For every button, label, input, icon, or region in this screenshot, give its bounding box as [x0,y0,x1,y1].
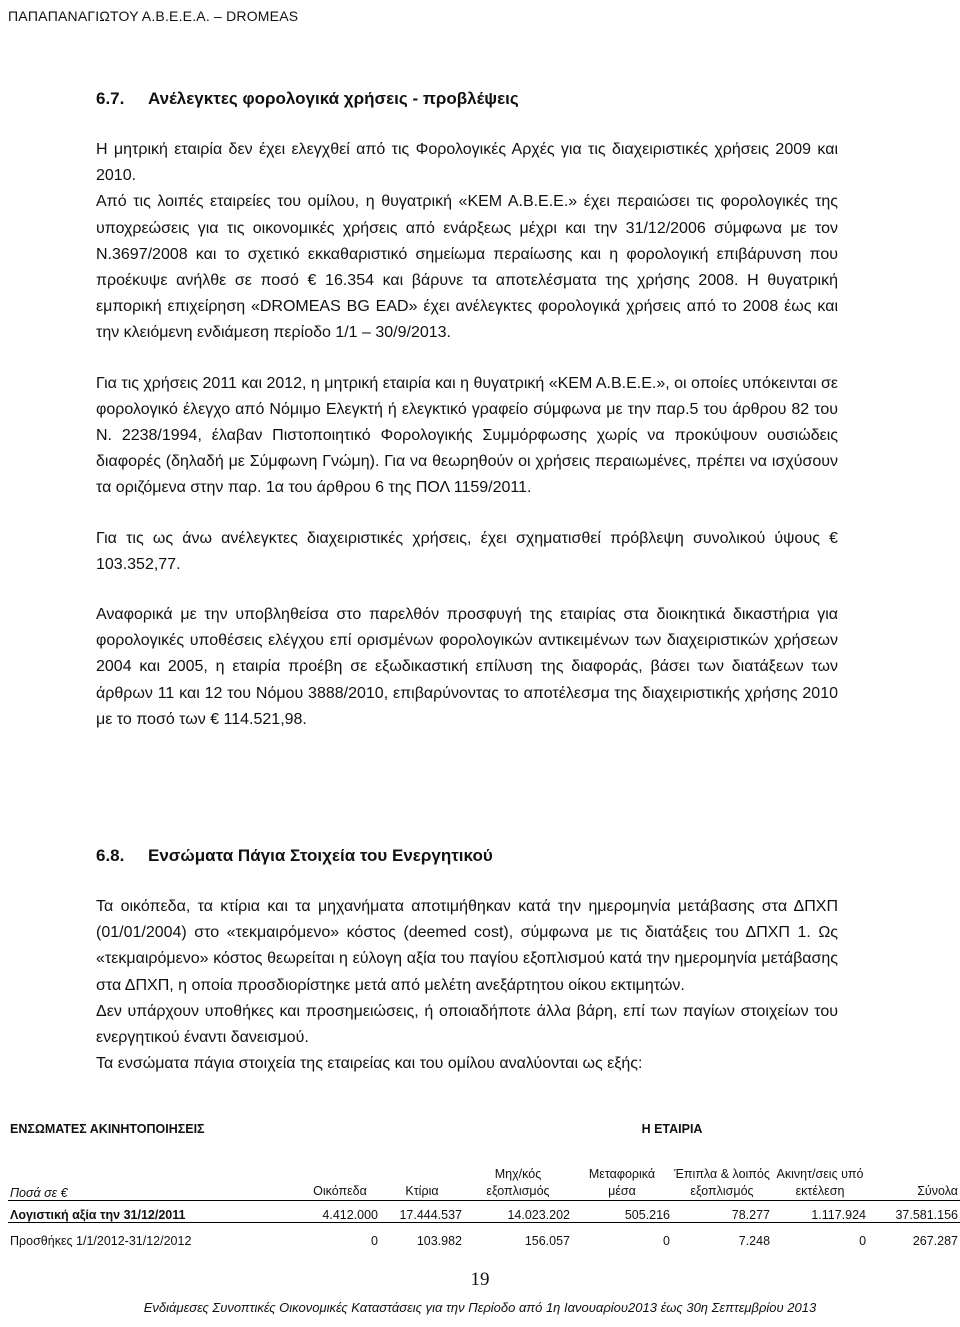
row-label: Λογιστική αξία την 31/12/2011 [8,1200,300,1222]
cell: 156.057 [524,1234,570,1248]
paragraph: Αναφορικά με την υποβληθείσα στο παρελθόν προσφυγή της εταιρίας στα διοικητικά δικαστήρια για φορολογικές υποθέσεις ελέγχου επί ορισμένων φορολογικών αντικειμένων των διαχειριστικών χρήσεων 2004 και 2005, η εταιρία προέβη σε εξωδικαστική επίλυση της διαφοράς, βάσει των διατάξεων των άρθρων 11 και 12 του Νόμου 3888/2010, επιβαρύνοντας το αποτέλεσμα της διαχειριστικής χρήσης 2010 με το ποσό των € 114.521,98. [96,606,838,728]
cell: 103.982 [416,1234,462,1248]
paragraph: Από τις λοιπές εταιρείες του ομίλου, η θυγατρική «ΚΕΜ Α.Β.Ε.Ε.» έχει περαιώσει τις φορολογικές της υποχρεώσεις για τις οικονομικές χρήσεις από ενάρξεως μέχρι και την 31/12/2006 σύμφωνα με τον Ν.3697/2008 και το σχετικό εκκαθαριστικό σημείωμα περαίωσης και η φορολογική επιβάρυνση που προέκυψε ανήλθε σε ποσό € 16.354 και βάρυνε τα αποτελέσματα της χρήσης 2008. Η θυγατρική εμπορική επιχείρηση «DROMEAS BG EAD» έχει ανέλεγκτες φορολογικά χρήσεις από το 2008 έως και την κλειόμενη ενδιάμεση περίοδο 1/1 – 30/9/2013. [96,193,838,342]
column-header: Σύνολα [868,1144,960,1200]
page-number: 19 [470,1269,490,1290]
cell: 4.412.000 [300,1200,380,1222]
cell: 1.117.924 [772,1200,868,1222]
cell: 78.277 [672,1200,772,1222]
page-footer: Ενδιάμεσες Συνοπτικές Οικονομικές Καταστάσεις για την Περίοδο από 1η Ιανουαρίου2013 έως 30η Σεπτεμβρίου 2013 [143,1300,817,1315]
table-row [8,1222,960,1248]
cell: 267.287 [912,1234,959,1248]
paragraph: Η μητρική εταιρία δεν έχει ελεγχθεί από τις Φορολογικές Αρχές για τις διαχειριστικές χρήσεις 2009 και 2010. [96,141,838,185]
section-6-7-body [96,137,838,733]
cell: 0 [859,1234,867,1248]
paragraph: Για τις χρήσεις 2011 και 2012, η μητρική εταιρία και η θυγατρική «ΚΕΜ Α.Β.Ε.Ε.», οι οποίες υπόκεινται σε φορολογικό έλεγχο από Νόμιμο Ελεγκτή ή ελεγκτικό γραφείο σύμφωνα με την παρ.5 του άρθρου 82 του Ν. 2238/1994, έλαβαν Πιστοποιητικό Φορολογικής Συμμόρφωσης χωρίς να προκύψουν ουσιώδεις διαφορές (δηλαδή με Σύμφωνη Γνώμη). Για να θεωρηθούν οι χρήσεις περαιωμένες, πρέπει να ισχύσουν τα οριζόμενα στην παρ. 1α του άρθρου 6 της ΠΟΛ 1159/2011. [96,374,838,497]
table-entity: Η ΕΤΑΙΡΙΑ [641,1122,703,1136]
cell: 0 [371,1234,378,1248]
cell: 0 [663,1234,670,1248]
column-header: Μηχ/κός εξοπλισμός [464,1144,572,1200]
column-header: Οικόπεδα [300,1144,380,1200]
table-title: ΕΝΣΩΜΑΤΕΣ ΑΚΙΝΗΤΟΠΟΙΗΣΕΙΣ [10,1122,205,1136]
section-6-8-heading [96,846,493,866]
section-number: 6.8. [96,846,125,865]
column-header: Κτίρια [380,1144,464,1200]
paragraph: Δεν υπάρχουν υποθήκες και προσημειώσεις, ή οποιαδήποτε άλλα βάρη, επί των παγίων στοιχείων του ενεργητικού έναντι δανεισμού. [96,1002,838,1047]
column-header: Έπιπλα & λοιπός εξοπλισμός [672,1144,772,1200]
paragraph: Για τις ως άνω ανέλεγκτες διαχειριστικές χρήσεις, έχει σχηματισθεί πρόβλεψη συνολικού ύψους € 103.352,77. [96,529,838,573]
section-number: 6.7. [96,89,125,108]
cell: 17.444.537 [380,1200,464,1222]
row-label: Προσθήκες 1/1/2012-31/12/2012 [10,1234,192,1248]
section-6-7-heading [96,89,519,109]
cell: 505.216 [572,1200,672,1222]
section-title: Ανέλεγκτες φορολογικά χρήσεις - προβλέψεις [148,89,519,108]
column-header: Μεταφορικά μέσα [572,1144,672,1200]
cell: 37.581.156 [868,1200,960,1222]
cell: 14.023.202 [464,1200,572,1222]
table-row [8,1200,960,1222]
paragraph: Τα οικόπεδα, τα κτίρια και τα μηχανήματα αποτιμήθηκαν κατά την ημερομηνία μετάβασης στα ΔΠΧΠ (01/01/2004) στο «τεκμαιρόμενο» κόστος (deemed cost), σύμφωνα με τις διατάξεις του ΔΠΧΠ 1. Ως «τεκμαιρόμενο» κόστος θεωρείται η εύλογη αξία του παγίου εξοπλισμού κατά την ημερομηνία μετάβασης στα ΔΠΧΠ, η οποία προσδιορίστηκε μετά από μελέτη ανεξάρτητου οίκου εκτιμητών. [96,898,838,994]
running-header: ΠΑΠΑΠΑΝΑΓΙΩΤΟΥ Α.Β.Ε.Ε.Α. – DROMEAS [8,8,299,24]
fixed-assets-table [8,1122,960,1248]
section-6-8-body [96,894,838,1077]
currency-label: Ποσά σε € [8,1144,300,1200]
column-header: Ακινητ/σεις υπό εκτέλεση [772,1144,868,1200]
section-title: Ενσώματα Πάγια Στοιχεία του Ενεργητικού [148,846,493,865]
paragraph: Τα ενσώματα πάγια στοιχεία της εταιρείας και του ομίλου αναλύονται ως εξής: [96,1055,643,1073]
cell: 7.248 [738,1234,771,1248]
